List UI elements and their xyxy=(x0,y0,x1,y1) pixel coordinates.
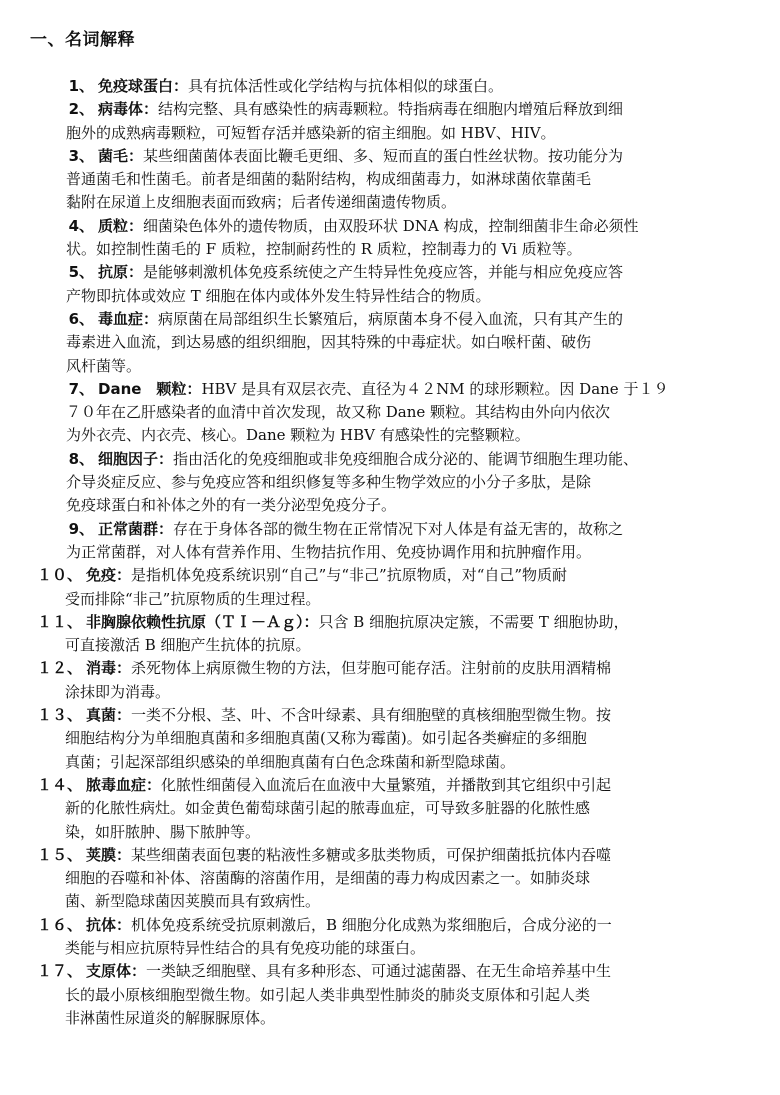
entry-body xyxy=(66,308,748,378)
entry-definition-line: 指由活化的免疫细胞或非免疫细胞合成分泌的、能调节细胞生理功能、 xyxy=(173,449,639,468)
entry-definition-line: 细菌染色体外的遗传物质，由双股环状 DNA 构成，控制细菌非生命必须性 xyxy=(143,216,639,235)
definition-entry xyxy=(0,261,780,308)
entry-body xyxy=(65,611,736,658)
entry-body xyxy=(65,657,736,704)
definition-entry xyxy=(0,844,780,914)
entry-term: 病毒体： xyxy=(98,100,159,119)
entry-definition-line: 涂抹即为消毒。 xyxy=(65,682,171,701)
entry-term: 脓毒血症： xyxy=(86,775,162,794)
entry-term: 抗体： xyxy=(86,915,132,934)
entry-definition-line: 介导炎症反应、参与免疫应答和组织修复等多种生物学效应的小分子多肽，是除 xyxy=(66,473,592,492)
entry-definition-line: 风杆菌等。 xyxy=(66,356,142,375)
definition-entry xyxy=(0,914,780,961)
entry-number: 5、 xyxy=(68,263,94,282)
entry-body xyxy=(66,215,748,262)
entry-term: 毒血症： xyxy=(98,309,159,328)
entry-definition-line: 染，如肝脓肿、腸下脓肿等。 xyxy=(65,822,261,841)
entry-term: 正常菌群： xyxy=(98,519,174,538)
entry-body xyxy=(98,75,748,98)
definition-entry xyxy=(0,611,780,658)
entry-number: 7、 xyxy=(68,379,94,398)
definition-entry xyxy=(0,448,780,518)
definition-entry xyxy=(0,960,780,1030)
entry-term: 免疫： xyxy=(86,566,132,585)
entry-number: 4、 xyxy=(68,216,94,235)
entry-definition-line: 普通菌毛和性菌毛。前者是细菌的黏附结构，构成细菌毒力，如淋球菌依靠菌毛 xyxy=(66,170,592,189)
entry-number: １７、 xyxy=(36,962,82,981)
entry-definition-line: HBV 是具有双层衣壳、直径为４２NM 的球形颗粒。因 Dane 于１９ xyxy=(201,379,669,398)
definition-entry xyxy=(0,308,780,378)
entry-term: 荚膜： xyxy=(86,845,132,864)
entry-body xyxy=(66,448,748,518)
entry-definition-line: 黏附在尿道上皮细胞表面而致病；后者传递细菌遗传物质。 xyxy=(66,193,457,212)
entry-definition-line: 机体免疫系统受抗原刺激后，B 细胞分化成熟为浆细胞后，合成分泌的一 xyxy=(131,915,612,934)
entry-definition-line: 是能够刺激机体免疫系统使之产生特异性免疫应答，并能与相应免疫应答 xyxy=(143,263,624,282)
definition-entry xyxy=(0,564,780,611)
entry-number: 1、 xyxy=(68,77,94,95)
entry-body xyxy=(66,518,748,565)
entry-definition-line: 是指机体免疫系统识别“自己”与“非己”抗原物质，对“自己”物质耐 xyxy=(131,566,568,585)
entry-body xyxy=(66,378,748,448)
entry-number: １２、 xyxy=(36,659,82,678)
entry-body xyxy=(66,145,748,215)
entry-definition-line: 为外衣壳、内衣壳、核心。Dane 颗粒为 HBV 有感染性的完整颗粒。 xyxy=(66,426,530,445)
entry-definition-line: 病原菌在局部组织生长繁殖后，病原菌本身不侵入血流，只有其产生的 xyxy=(158,309,624,328)
entry-body xyxy=(66,98,748,145)
entry-definition-line: 免疫球蛋白和补体之外的有一类分泌型免疫分子。 xyxy=(66,496,397,515)
definition-entry xyxy=(0,98,780,145)
entry-number: １５、 xyxy=(36,845,82,864)
entry-number: 6、 xyxy=(68,309,94,328)
entry-definition-line: 新的化脓性病灶。如金黄色葡萄球菌引起的脓毒血症，可导致多脏器的化脓性感 xyxy=(65,799,591,818)
entry-definition-line: 只含 B 细胞抗原决定簇，不需要 T 细胞协助， xyxy=(318,612,629,631)
entry-definition-line: 胞外的成熟病毒颗粒，可短暂存活并感染新的宿主细胞。如 HBV、HIV。 xyxy=(66,123,556,142)
entry-body xyxy=(65,914,736,961)
entry-definition-line: 菌、新型隐球菌因荚膜而具有致病性。 xyxy=(65,892,321,911)
entry-definition-line: 某些细菌菌体表面比鞭毛更细、多、短而直的蛋白性丝状物。按功能分为 xyxy=(143,146,624,165)
entry-body xyxy=(65,844,736,914)
section-title: 一、名词解释 xyxy=(30,30,135,50)
entry-number: １３、 xyxy=(36,706,82,725)
entry-body xyxy=(65,960,736,1030)
entry-body xyxy=(66,261,748,308)
entry-term: 支原体： xyxy=(86,962,147,981)
entry-body xyxy=(65,774,736,844)
entry-definition-line: 真菌；引起深部组织感染的单细胞真菌有白色念珠菌和新型隐球菌。 xyxy=(65,752,516,771)
entry-definition-line: ７０年在乙肝感染者的血清中首次发现，故又称 Dane 颗粒。其结构由外向内依次 xyxy=(66,403,611,422)
entry-term: Dane 颗粒： xyxy=(98,379,202,398)
entry-definition-line: 产物即抗体或效应 T 细胞在体内或体外发生特异性结合的物质。 xyxy=(66,286,491,305)
entry-definition-line: 某些细菌表面包裹的粘液性多糖或多肽类物质，可保护细菌抵抗体内吞噬 xyxy=(131,845,612,864)
definition-list xyxy=(0,75,780,1030)
entry-number: 8、 xyxy=(68,449,94,468)
entry-term: 菌毛： xyxy=(98,146,144,165)
entry-definition-line: 细胞结构分为单细胞真菌和多细胞真菌(又称为霉菌)。如引起各类癣症的多细胞 xyxy=(65,729,587,748)
entry-definition-line: 长的最小原核细胞型微生物。如引起人类非典型性肺炎的肺炎支原体和引起人类 xyxy=(65,985,591,1004)
entry-definition-line: 一类不分根、茎、叶、不含叶绿素、具有细胞壁的真核细胞型微生物。按 xyxy=(131,706,612,725)
entry-number: １１、 xyxy=(36,612,82,631)
entry-definition-line: 化脓性细菌侵入血流后在血液中大量繁殖，并播散到其它组织中引起 xyxy=(161,775,612,794)
entry-number: １４、 xyxy=(36,775,82,794)
entry-body xyxy=(65,704,736,774)
entry-term: 免疫球蛋白： xyxy=(98,77,189,95)
entry-definition-line: 非淋菌性尿道炎的解脲脲原体。 xyxy=(65,1008,276,1027)
definition-entry xyxy=(0,518,780,565)
entry-definition-line: 具有抗体活性或化学结构与抗体相似的球蛋白。 xyxy=(188,77,504,95)
entry-number: １６、 xyxy=(36,915,82,934)
entry-term: 细胞因子： xyxy=(98,449,174,468)
entry-definition-line: 为正常菌群，对人体有营养作用、生物拮抗作用、免疫协调作用和抗肿瘤作用。 xyxy=(66,542,592,561)
entry-definition-line: 存在于身体各部的微生物在正常情况下对人体是有益无害的，故称之 xyxy=(173,519,624,538)
entry-term: 真菌： xyxy=(86,706,132,725)
definition-entry xyxy=(0,75,780,98)
definition-entry xyxy=(0,704,780,774)
entry-term: 质粒： xyxy=(98,216,144,235)
entry-number: 3、 xyxy=(68,146,94,165)
entry-definition-line: 结构完整、具有感染性的病毒颗粒。特指病毒在细胞内增殖后释放到细 xyxy=(158,100,624,119)
entry-body xyxy=(65,564,736,611)
entry-number: １０、 xyxy=(36,566,82,585)
entry-term: 消毒： xyxy=(86,659,132,678)
entry-number: 9、 xyxy=(68,519,94,538)
entry-term: 非胸腺依赖性抗原（ＴＩ－Ａｇ）： xyxy=(86,612,319,631)
definition-entry xyxy=(0,657,780,704)
entry-definition-line: 一类缺乏细胞壁、具有多种形态、可通过滤菌器、在无生命培养基中生 xyxy=(146,962,612,981)
definition-entry xyxy=(0,215,780,262)
entry-definition-line: 可直接激活 B 细胞产生抗体的抗原。 xyxy=(65,636,311,655)
definition-entry xyxy=(0,145,780,215)
definition-entry xyxy=(0,378,780,448)
entry-definition-line: 状。如控制性菌毛的 F 质粒，控制耐药性的 R 质粒，控制毒力的 Vi 质粒等。 xyxy=(66,240,582,259)
entry-definition-line: 杀死物体上病原微生物的方法，但芽胞可能存活。注射前的皮肤用酒精棉 xyxy=(131,659,612,678)
entry-definition-line: 细胞的吞噬和补体、溶菌酶的溶菌作用，是细菌的毒力构成因素之一。如肺炎球 xyxy=(65,869,591,888)
definition-entry xyxy=(0,774,780,844)
entry-definition-line: 类能与相应抗原特异性结合的具有免疫功能的球蛋白。 xyxy=(65,938,426,957)
entry-definition-line: 毒素进入血流，到达易感的组织细胞，因其特殊的中毒症状。如白喉杆菌、破伤 xyxy=(66,333,592,352)
entry-term: 抗原： xyxy=(98,263,144,282)
entry-number: 2、 xyxy=(68,100,94,119)
entry-definition-line: 受而排除“非己”抗原物质的生理过程。 xyxy=(65,589,321,608)
